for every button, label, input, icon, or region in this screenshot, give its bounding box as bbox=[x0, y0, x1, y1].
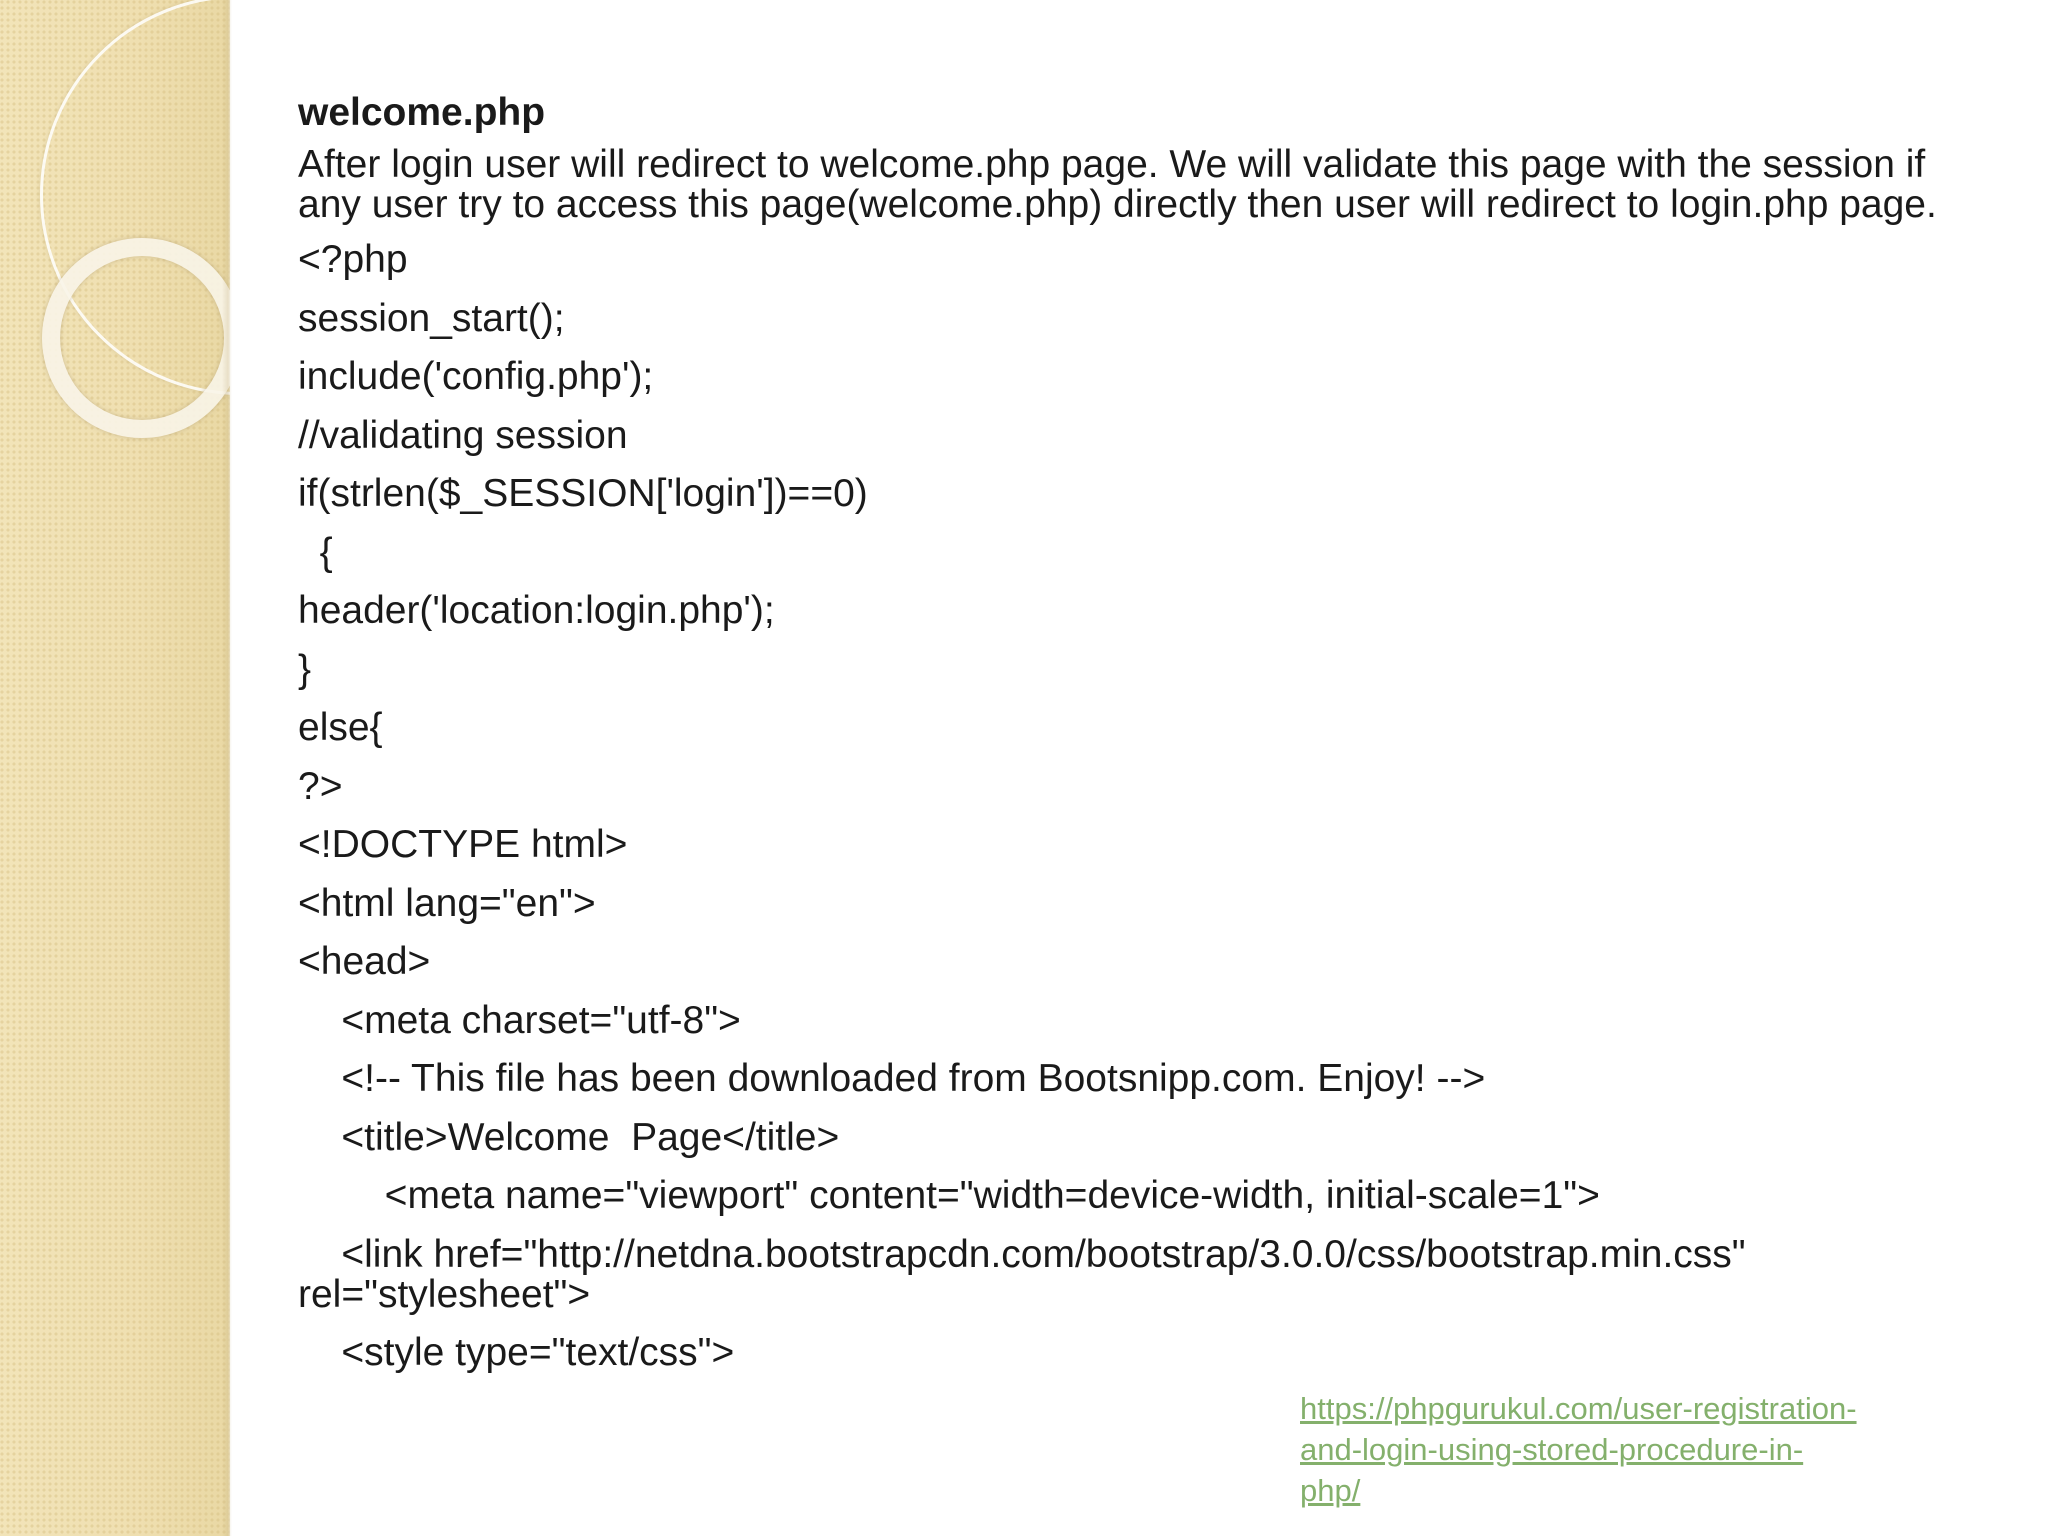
code-line: { bbox=[298, 530, 333, 574]
code-line: ?> bbox=[298, 764, 343, 808]
code-line: <!-- This file has been downloaded from Bootsnipp.com. Enjoy! --> bbox=[298, 1057, 1486, 1100]
code-line: <link href="http://netdna.bootstrapcdn.com/bootstrap/3.0.0/css/bootstrap.min.css" rel="stylesheet"> bbox=[298, 1232, 1757, 1316]
intro-paragraph: After login user will redirect to welcome.php page. We will validate this page with the session if any user try to access this page(welcome.php) directly then user will redirect to login.php page. bbox=[298, 143, 1937, 226]
code-line: <meta charset="utf-8"> bbox=[298, 998, 741, 1042]
code-line: if(strlen($_SESSION['login'])==0) bbox=[298, 472, 868, 515]
decorative-small-ring bbox=[42, 238, 230, 438]
code-line: <title>Welcome Page</title> bbox=[298, 1115, 840, 1159]
code-line: header('location:login.php'); bbox=[298, 589, 775, 632]
code-line: session_start(); bbox=[298, 296, 565, 340]
decorative-sidebar bbox=[0, 0, 230, 1536]
code-line: include('config.php'); bbox=[298, 355, 654, 398]
code-line: <?php bbox=[298, 238, 408, 281]
code-line: <html lang="en"> bbox=[298, 881, 596, 925]
code-line: <!DOCTYPE html> bbox=[298, 823, 628, 866]
sidebar-edge-divider bbox=[222, 0, 232, 1536]
slide-title: welcome.php bbox=[298, 91, 546, 134]
code-line: <meta name="viewport" content="width=device-width, initial-scale=1"> bbox=[298, 1174, 1600, 1217]
slide-content bbox=[298, 88, 1998, 1382]
code-block bbox=[298, 231, 1998, 1382]
source-link[interactable]: https://phpgurukul.com/user-registration-and-login-using-stored-procedure-in-php/ bbox=[1300, 1391, 1857, 1508]
code-line: else{ bbox=[298, 706, 383, 749]
code-line: //validating session bbox=[298, 413, 628, 457]
code-line: <style type="text/css"> bbox=[298, 1330, 735, 1374]
code-line: <head> bbox=[298, 940, 431, 983]
code-line: } bbox=[298, 647, 312, 691]
